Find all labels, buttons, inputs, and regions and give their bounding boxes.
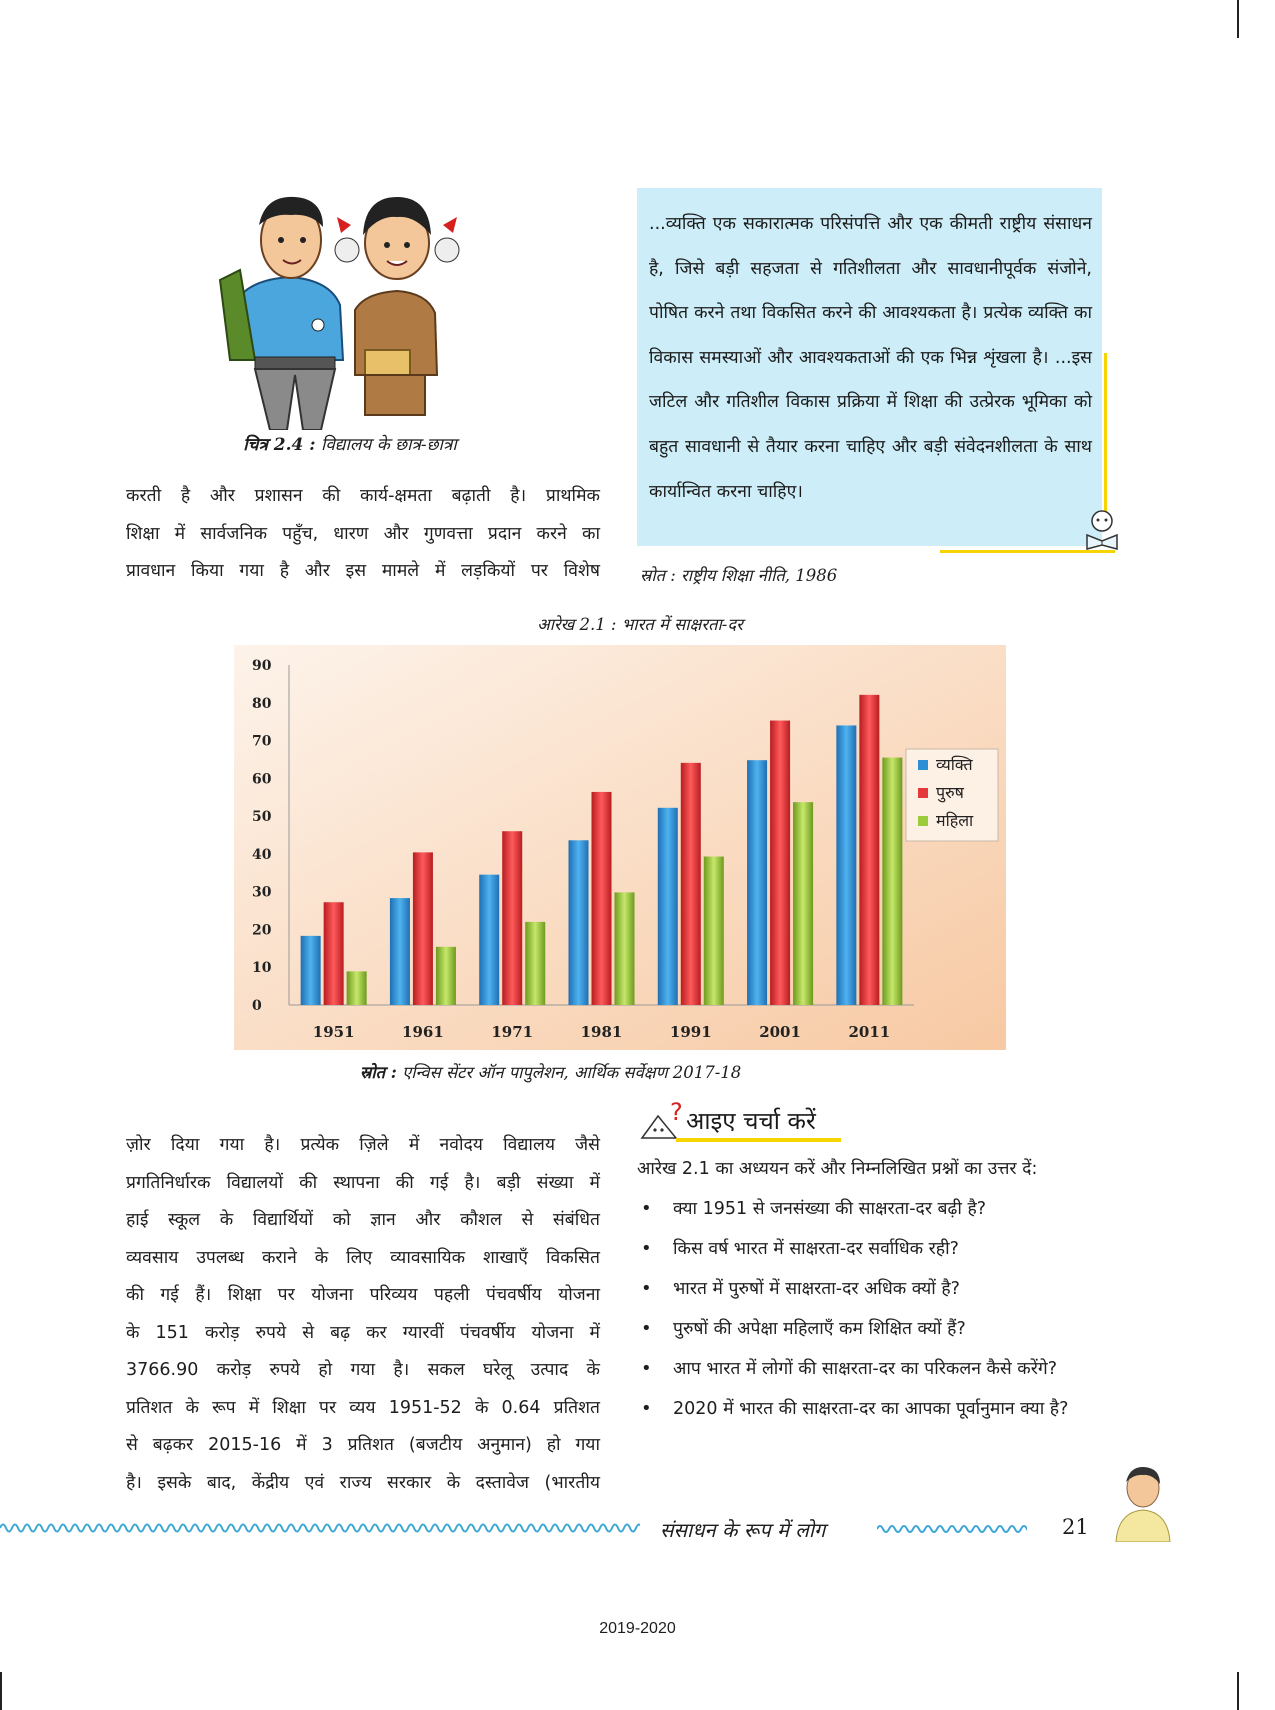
text-line: से बढ़कर 2015-16 में 3 प्रतिशत (बजटीय अनुमान) हो गया	[126, 1435, 600, 1455]
list-item: • 2020 में भारत की साक्षरता-दर का आपका पूर्वानुमान क्या है?	[641, 1398, 1069, 1419]
y-tick-label: 60	[252, 771, 272, 788]
x-tick-label: 1961	[402, 1023, 444, 1041]
bar-1951-1	[301, 936, 321, 1005]
chart-title: आरेख 2.1 : भारत में साक्षरता-दर	[537, 615, 743, 634]
quote-border-accent	[1104, 353, 1107, 513]
text-line: की गई हैं। शिक्षा पर योजना परिव्यय पहली पंचवर्षीय योजना	[126, 1285, 600, 1305]
y-tick-label: 30	[252, 884, 272, 901]
y-tick-label: 0	[252, 998, 262, 1014]
student-avatar-icon	[1108, 1462, 1178, 1542]
bar-2001-2	[770, 721, 790, 1005]
discussion-heading: आइए चर्चा करें	[686, 1107, 816, 1135]
year-stamp: 2019-2020	[599, 1620, 676, 1637]
list-item: • आप भारत में लोगों की साक्षरता-दर का परिकलन कैसे करेंगे?	[641, 1358, 1058, 1379]
bar-1981-1	[569, 840, 589, 1005]
text-line: शिक्षा में सार्वजनिक पहुँच, धारण और गुणवत्ता प्रदान करने का	[126, 523, 600, 544]
chart-source-text: एन्विस सेंटर ऑन पापुलेशन, आर्थिक सर्वेक्षण 2017-18	[402, 1063, 742, 1082]
list-item: • भारत में पुरुषों में साक्षरता-दर अधिक क्यों है?	[641, 1278, 960, 1299]
crop-mark	[1237, 0, 1239, 38]
bar-2011-1	[836, 725, 856, 1005]
legend-swatch	[918, 788, 928, 798]
bar-1991-1	[658, 808, 678, 1005]
bar-1971-3	[525, 922, 545, 1005]
y-tick-label: 70	[252, 733, 272, 750]
x-tick-label: 1991	[669, 1023, 712, 1041]
left-text-top	[126, 478, 600, 591]
x-tick-label: 1951	[312, 1023, 355, 1041]
y-tick-label: 80	[252, 695, 272, 712]
left-text-bottom	[126, 1127, 600, 1502]
y-tick-label: 10	[252, 960, 272, 977]
legend-swatch	[918, 760, 928, 770]
list-item: • पुरुषों की अपेक्षा महिलाएँ कम शिक्षित क्यों हैं?	[641, 1318, 966, 1339]
figure-caption-prefix: चित्र 2.4 :	[243, 435, 316, 455]
question-list	[637, 1192, 1112, 1432]
text-line: करती है और प्रशासन की कार्य-क्षमता बढ़ाती है। प्राथमिक	[126, 486, 600, 506]
legend-swatch	[918, 816, 928, 826]
quote-source: स्रोत : राष्ट्रीय शिक्षा नीति, 1986	[640, 566, 838, 585]
bar-1951-2	[324, 902, 344, 1005]
bar-2001-1	[747, 760, 767, 1005]
bar-1991-3	[704, 857, 724, 1005]
bar-2011-2	[859, 695, 879, 1005]
bar-2011-3	[882, 758, 902, 1005]
literacy-bar-chart	[234, 645, 1006, 1050]
legend-label: पुरुष	[936, 783, 964, 802]
crop-mark	[1237, 1672, 1239, 1710]
footer-wave-decoration	[877, 1522, 1027, 1536]
reader-icon	[1082, 507, 1122, 552]
bar-1981-2	[592, 792, 612, 1005]
x-tick-label: 2011	[848, 1023, 891, 1041]
bar-1961-3	[436, 947, 456, 1005]
text-line: है। इसके बाद, केंद्रीय एवं राज्य सरकार के दस्तावेज (भारतीय	[126, 1472, 600, 1493]
text-line: 3766.90 करोड़ रुपये हो गया है। सकल घरेलू उत्पाद के	[126, 1360, 600, 1380]
bar-1971-2	[502, 831, 522, 1005]
discussion-underline	[676, 1138, 841, 1142]
discussion-intro: आरेख 2.1 का अध्ययन करें और निम्नलिखित प्रश्नों का उत्तर दें:	[637, 1159, 1038, 1179]
figure-caption	[200, 432, 500, 455]
crop-mark	[0, 1672, 2, 1710]
bar-1971-1	[479, 875, 499, 1005]
y-tick-label: 50	[252, 809, 272, 826]
bar-1981-3	[615, 892, 635, 1005]
legend-label: महिला	[936, 811, 974, 830]
y-tick-label: 20	[252, 922, 272, 939]
list-item: • क्या 1951 से जनसंख्या की साक्षरता-दर बढ़ी है?	[641, 1198, 987, 1219]
quote-text: ...व्यक्ति एक सकारात्मक परिसंपत्ति और एक कीमती राष्ट्रीय संसाधन है, जिसे बड़ी सहजता से गतिशीलता और सावधानीपूर्वक संजोने, पोषित करने तथा विकसित करने की आवश्यकता है। प्रत्येक व्यक्ति का विकास समस्याओं और आवश्यकताओं की एक भिन्न शृंखला है। ...इस जटिल और गतिशील विकास प्रक्रिया में शिक्षा की उत्प्रेरक भूमिका को बहुत सावधानी से तैयार करना चाहिए और बड़ी संवेदनशीलता के साथ कार्यान्वित करना चाहिए।	[649, 214, 1092, 502]
text-line: व्यवसाय उपलब्ध कराने के लिए व्यावसायिक शाखाएँ विकसित	[126, 1247, 600, 1268]
x-tick-label: 1971	[491, 1023, 534, 1041]
text-line: प्रावधान किया गया है और इस मामले में लड़कियों पर विशेष	[126, 561, 600, 581]
y-tick-label: 90	[252, 658, 272, 674]
quote-box	[637, 188, 1102, 546]
chart-source	[360, 1060, 920, 1083]
footer-wave-decoration	[0, 1520, 640, 1536]
figure-caption-text: विद्यालय के छात्र-छात्रा	[320, 435, 457, 455]
bar-1961-2	[413, 852, 433, 1005]
page-number: 21	[1062, 1515, 1089, 1539]
bar-1961-1	[390, 898, 410, 1005]
x-tick-label: 2001	[759, 1023, 801, 1041]
bar-1951-3	[347, 971, 367, 1005]
text-line: प्रतिशत के रूप में शिक्षा पर व्यय 1951-52 के 0.64 प्रतिशत	[126, 1397, 600, 1418]
svg-text:?: ?	[670, 1098, 683, 1126]
bar-2001-3	[793, 802, 813, 1005]
footer-chapter-title: संसाधन के रूप में लोग	[660, 1518, 826, 1542]
y-tick-label: 40	[252, 846, 272, 863]
text-line: प्रगतिनिर्धारक विद्यालयों की स्थापना की गई है। बड़ी संख्या में	[126, 1172, 600, 1193]
bar-1991-2	[681, 763, 701, 1005]
list-item: • किस वर्ष भारत में साक्षरता-दर सर्वाधिक रही?	[641, 1238, 959, 1259]
text-line: ज़ोर दिया गया है। प्रत्येक ज़िले में नवोदय विद्यालय जैसे	[126, 1135, 600, 1155]
legend-label: व्यक्ति	[936, 755, 973, 774]
x-tick-label: 1981	[580, 1023, 623, 1041]
text-line: हाई स्कूल के विद्यार्थियों को ज्ञान और कौशल से संबंधित	[126, 1210, 600, 1230]
students-illustration	[215, 185, 465, 430]
text-line: के 151 करोड़ रुपये से बढ़ कर ग्यारवीं पंचवर्षीय योजना में	[126, 1322, 600, 1343]
chart-source-prefix: स्रोत :	[360, 1063, 397, 1082]
